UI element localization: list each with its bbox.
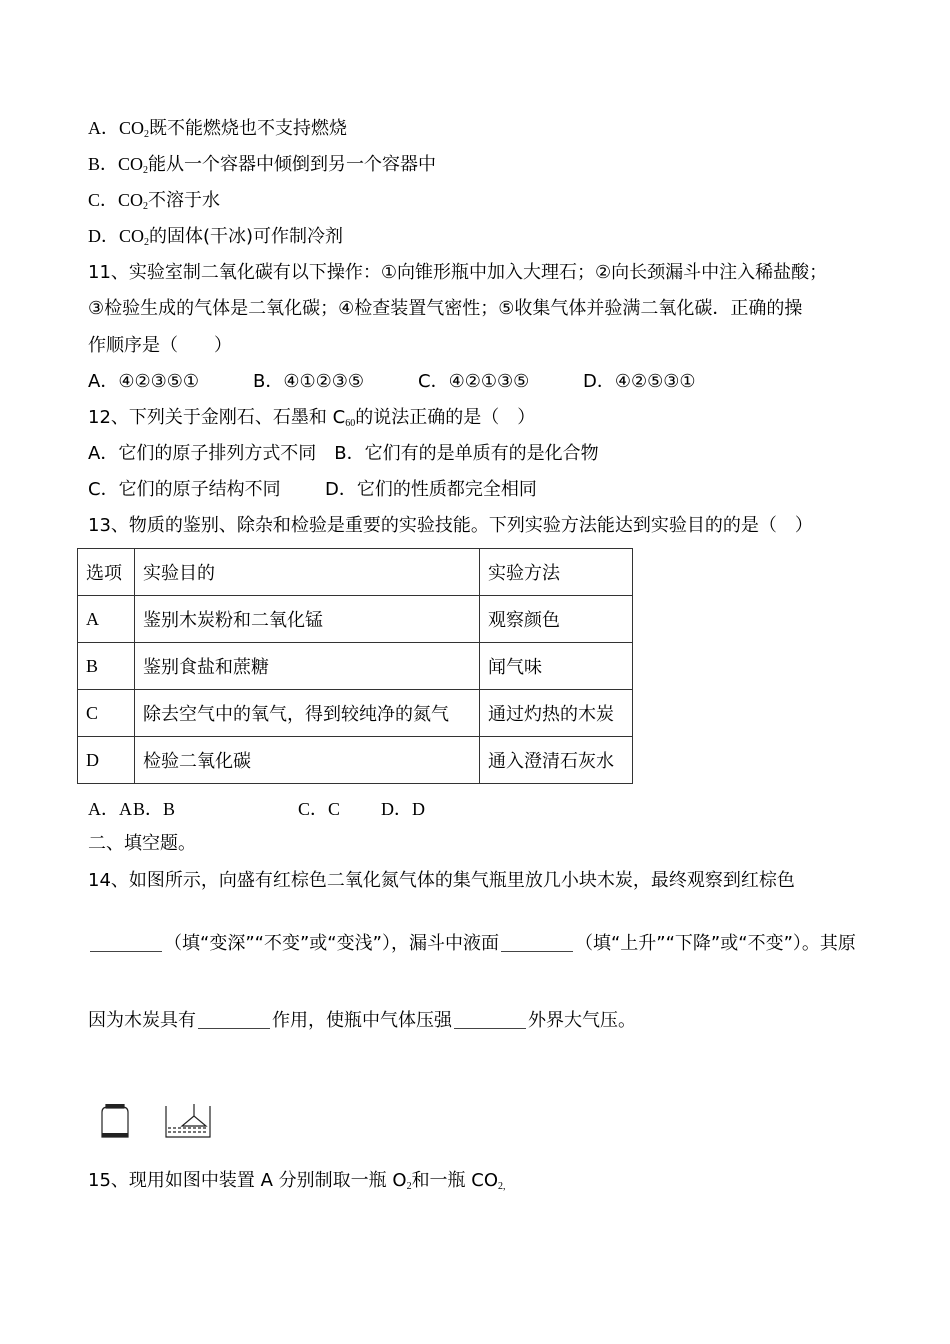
table-row	[78, 737, 633, 784]
q11-stem-line3: 作顺序是（ ）	[88, 335, 232, 356]
q10-option-d: D．$CO_2$的固体(干冰)可作制冷剂	[88, 226, 344, 248]
q13-option-b: B．B	[133, 799, 176, 819]
q10-option-b: B．$CO_2$能从一个容器中倾倒到另一个容器中	[88, 154, 437, 176]
q11-stem-line1: 11、实验室制二氧化碳有以下操作：①向锥形瓶中加入大理石；②向长颈漏斗中注入稀盐酸；	[88, 262, 828, 283]
q11-option-d: D．④②⑤③①	[583, 371, 696, 392]
table-cell: 检验二氧化碳	[135, 737, 480, 784]
answer-blank-charcoal-property[interactable]	[198, 1010, 270, 1029]
q11-option-c: C．④②①③⑤	[418, 371, 530, 392]
table-cell: 鉴别木炭粉和二氧化锰	[135, 596, 480, 643]
gas-bottle-funnel-apparatus-figure	[92, 1104, 222, 1138]
q13-options	[88, 797, 425, 821]
answer-blank-pressure[interactable]	[454, 1010, 526, 1029]
table-header-row	[78, 549, 633, 596]
charcoal-pieces	[102, 1133, 128, 1137]
q14-stem-line1: 14、如图所示，向盛有红棕色二氧化氮气体的集气瓶里放几小块木炭，最终观察到红棕色	[88, 870, 795, 891]
q13-option-a: A．A	[88, 799, 132, 819]
table-cell: 通过灼热的木炭	[480, 690, 633, 737]
q11-options	[88, 370, 696, 394]
table-cell: C	[78, 690, 135, 737]
q12-stem: 12、下列关于金刚石、石墨和 $C_{60}$的说法正确的是（ ）	[88, 407, 536, 429]
q14-stem-line2: （填“变深”“不变”或“变浅”），漏斗中液面 （填“上升”“下降”或“不变”）。其原	[88, 932, 856, 956]
table-row	[78, 690, 633, 737]
q12-options-row2: C．它们的原子结构不同 D．它们的性质都完全相同	[88, 479, 537, 500]
table-cell: 闻气味	[480, 643, 633, 690]
connecting-tube	[115, 1104, 194, 1116]
experiment-table	[77, 548, 633, 784]
table-header-cell: 选项	[78, 549, 135, 596]
answer-blank-liquid-level[interactable]	[501, 933, 573, 952]
bottle-stopper	[106, 1104, 124, 1108]
table-row	[78, 596, 633, 643]
table-cell: 除去空气中的氧气，得到较纯净的氮气	[135, 690, 480, 737]
q11-stem-line2: ③检验生成的气体是二氧化碳；④检查装置气密性；⑤收集气体并验满二氧化碳．正确的操	[88, 298, 803, 319]
table-cell: D	[78, 737, 135, 784]
section-heading-fill-in: 二、填空题。	[88, 833, 196, 854]
q10-option-c: C．$CO_2$不溶于水	[88, 190, 221, 212]
table-cell: B	[78, 643, 135, 690]
table-header-cell: 实验方法	[480, 549, 633, 596]
gas-bottle	[102, 1107, 128, 1137]
answer-blank-color[interactable]	[90, 933, 162, 952]
table-header-cell: 实验目的	[135, 549, 480, 596]
table-cell: 通入澄清石灰水	[480, 737, 633, 784]
q11-option-a: A．④②③⑤①	[88, 371, 199, 392]
inverted-funnel	[182, 1116, 206, 1126]
table-row	[78, 643, 633, 690]
q13-stem: 13、物质的鉴别、除杂和检验是重要的实验技能。下列实验方法能达到实验目的的是（ ）	[88, 515, 813, 536]
q10-option-a: A．$CO_2$既不能燃烧也不支持燃烧	[88, 118, 348, 140]
q15-stem: 15、现用如图中装置 A 分别制取一瓶 $O_2$和一瓶 $CO_{2,}$	[88, 1170, 506, 1192]
q13-option-c: C．C	[298, 799, 341, 819]
table-cell: 鉴别食盐和蔗糖	[135, 643, 480, 690]
q11-option-b: B．④①②③⑤	[253, 371, 365, 392]
table-cell: A	[78, 596, 135, 643]
q12-options-row1: A．它们的原子排列方式不同 B．它们有的是单质有的是化合物	[88, 443, 599, 464]
q13-option-d: D．D	[381, 799, 425, 819]
table-cell: 观察颜色	[480, 596, 633, 643]
q14-stem-line3: 因为木炭具有 作用，使瓶中气体压强 外界大气压。	[88, 1010, 636, 1031]
